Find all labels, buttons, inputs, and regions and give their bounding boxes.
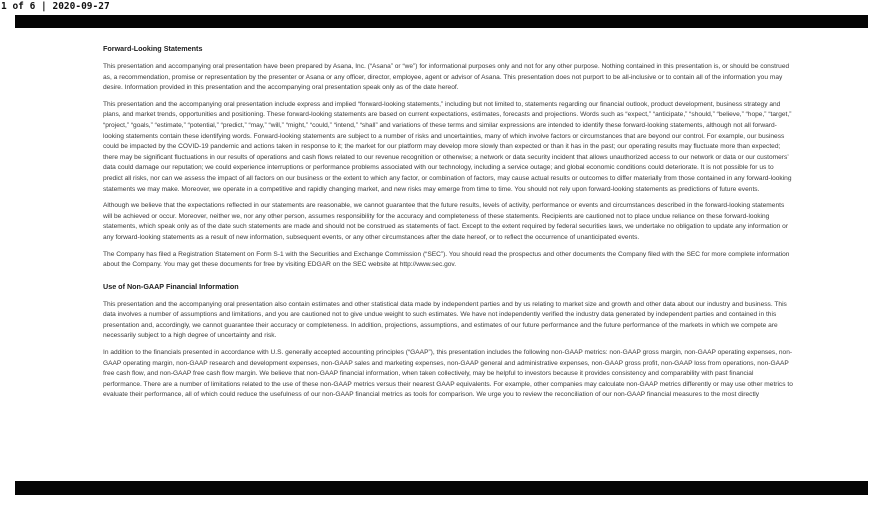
viewer-top-bar (0, 0, 883, 15)
section-heading-non-gaap: Use of Non-GAAP Financial Information (103, 281, 239, 291)
section-heading-forward-looking: Forward-Looking Statements (103, 44, 203, 53)
paragraph: The Company has filed a Registration Statement on Form S-1 with the Securities and Exchange Commission (“SEC”). You should read the prospectus and other documents the Company filed with the SEC for more complete information about the Company. You may get these documents for free by visiting EDGAR on the SEC website at http://www.sec.gov. (103, 250, 790, 269)
paragraph: This presentation and accompanying oral presentation have been prepared by Asana, Inc. (“Asana” or “we”) for informational purposes only and not for any other purpose. Nothing contained in this presentation is, or should be construed as, a recommendation, promise or representation by the presenter or Asana or any officer, director, employee, agent or advisor of Asana. This presentation does not purport to be all-inclusive or to contain all of the information you may desire. Information provided in this presentation and the accompanying oral presentation speak only as of the date hereof. (103, 63, 790, 92)
paragraph: In addition to the financials presented in accordance with U.S. generally accepted accounting principles (“GAAP”), this presentation includes the following non-GAAP metrics: non-GAAP gross margin, non-GAAP operating expenses, non-GAAP operating margin, non-GAAP research and development expenses, non-GAAP sales and marketing expenses, non-GAAP general and administrative expenses, non-GAAP gross profit, non-GAAP loss from operations, non-GAAP free cash flow, and non-GAAP free cash flow margin. We believe that non-GAAP financial information, when taken collectively, may be helpful to investors because it provides consistency and comparability with past financial performance. There are a number of limitations related to the use of these non-GAAP metrics versus their nearest GAAP equivalents. For example, other companies may calculate non-GAAP metrics differently or may use other metrics to evaluate their performance, all of which could reduce the usefulness of our non-GAAP financial metrics as tools for comparison. We urge you to review the reconciliation of our non-GAAP financial measures to the most directly (103, 349, 793, 399)
paragraph: This presentation and the accompanying oral presentation include express and implied “forward-looking statements,” including but not limited to, statements regarding our financial outlook, product development, business strategy and plans, and market trends, opportunities and positioning. These forward-looking statements are based on current expectations, estimates, forecasts and projections. Words such as “expect,” “anticipate,” “should,” “believe,” “hope,” “target,” “project,” “goals,” “estimate,” “potential,” “predict,” “may,” “will,” “might,” “could,” “intend,” “shall” and variations of these terms and similar expressions are intended to identify these forward-looking statements, although not all forward-looking statements contain these identifying words. Forward-looking statements are subject to a number of risks and uncertainties, many of which involve factors or circumstances that are beyond our control. For example, our business could be impacted by the COVID-19 pandemic and actions taken in response to it; the market for our platform may develop more slowly than expected or than it has in the past; our operating results may fluctuate more than expected; there may be significant fluctuations in our results of operations and cash flows related to our revenue recognition or otherwise; a network or data security incident that allows unauthorized access to our network or data or our customers’ data could damage our reputation; we could experience interruptions or performance problems associated with our technology, including a service outage; and global economic conditions could deteriorate. It is not possible for us to predict all risks, nor can we assess the impact of all factors on our business or the extent to which any factor, or combination of factors, may cause actual results or outcomes to differ materially from those contained in any forward-looking statements we may make. Moreover, we operate in a competitive and rapidly changing market, and new risks may emerge from time to time. You should not rely upon forward-looking statements as predictions of future events. (103, 100, 792, 193)
paragraph: This presentation and the accompanying oral presentation also contain estimates and other statistical data made by independent parties and by us relating to market size and growth and other data about our industry and business. This data involves a number of assumptions and limitations, and you are cautioned not to give undue weight to such estimates. We have not independently verified the industry data generated by independent parties and contained in this presentation and, accordingly, we cannot guarantee their accuracy or completeness. In addition, projections, assumptions, and estimates of our future performance and the future performance of the markets in which we compete are necessarily subject to a high degree of uncertainty and risk. (103, 300, 787, 340)
slide-frame-bottom-border (15, 481, 868, 495)
paragraph: Although we believe that the expectations reflected in our statements are reasonable, we cannot guarantee that the future results, levels of activity, performance or events and circumstances described in the forward-looking statements will be achieved or occur. Moreover, neither we, nor any other person, assumes responsibility for the accuracy and completeness of these statements. Recipients are cautioned not to place undue reliance on these forward-looking statements, which speak only as of the date such statements are made and should not be construed as statements of fact. Except to the extent required by federal securities laws, we undertake no obligation to update any information or any forward-looking statements as a result of new information, subsequent events, or any other circumstances after the date hereof, or to reflect the occurrence of unanticipated events. (103, 202, 789, 241)
document-slide (15, 28, 868, 481)
slide-frame-top-border (15, 15, 868, 28)
slide-content (103, 44, 793, 407)
page-indicator: 1 of 6 | 2020-09-27 (1, 1, 110, 12)
